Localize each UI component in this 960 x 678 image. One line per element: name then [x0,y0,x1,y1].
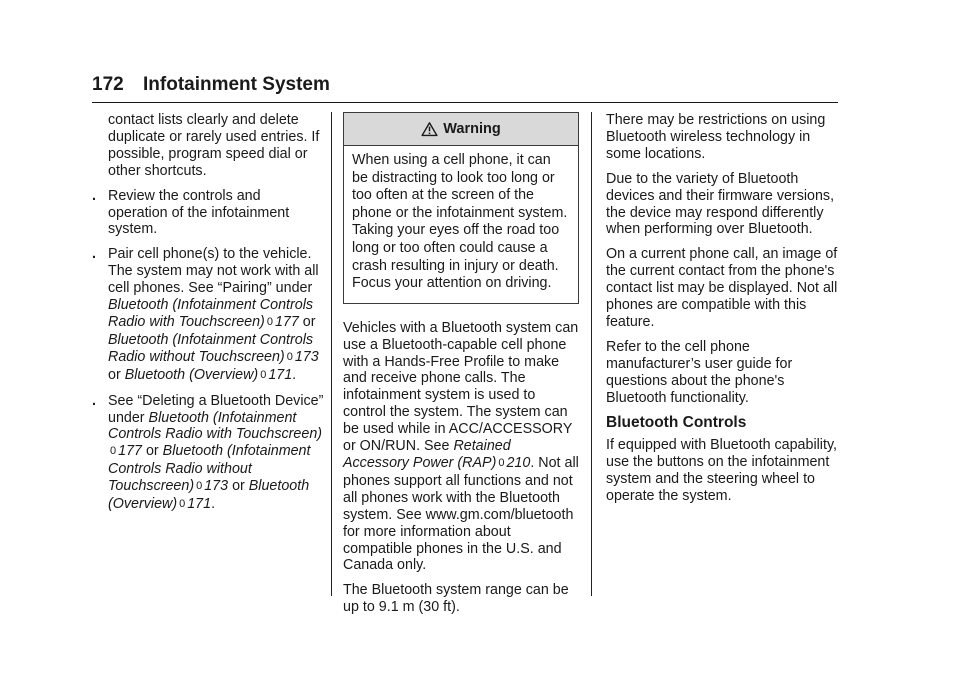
cross-reference-link[interactable]: Bluetooth (Overview) [108,478,310,513]
page-reference[interactable]: 173 [294,348,319,365]
paragraph: If equipped with Bluetooth capability, use the buttons on the infotainment system and the steering wheel to operate the system. [606,437,838,505]
column-right [606,112,842,513]
column-middle [343,112,579,624]
warning-title: Warning [443,120,501,137]
continued-paragraph: contact lists clearly and delete duplicate or rarely used entries. If possible, program speed dial or other shortcuts. [108,112,320,179]
list-item-text: or [141,443,163,460]
paragraph: The Bluetooth system range can be up to 9.1 m (30 ft). [343,582,569,616]
cross-reference-link[interactable]: Bluetooth (Overview) [124,366,259,383]
paragraph: Due to the variety of Bluetooth devices and their firmware versions, the device may respond differently when performing over Bluetooth. [606,170,835,238]
list-item [92,188,324,239]
page-reference-icon: 0 [179,498,186,511]
page-reference-icon: 0 [266,315,273,328]
list-item-text: or [108,366,125,383]
column-left [92,112,324,522]
cross-reference-link[interactable]: Bluetooth (Infotainment Controls Radio without Touchscreen) [108,443,311,495]
paragraph [343,320,579,575]
page-reference[interactable]: 177 [274,313,299,330]
warning-triangle-icon [421,121,438,137]
page-reference[interactable]: 177 [118,443,142,460]
list-item [92,393,324,514]
bullet-marker: . [92,392,96,409]
page-header [92,70,838,103]
page-reference-icon: 0 [110,445,117,458]
paragraph-text: Vehicles with a Bluetooth system can use a Bluetooth-capable cell phone with a Hands-Free Profile to make and receive phone calls. The infotainment system is used to control the system. The system can be used while in ACC/ACCESSORY or ON/RUN. See [343,319,579,455]
bullet-marker: . [92,246,96,263]
page-reference-icon: 0 [286,350,293,363]
cross-reference-link[interactable]: Bluetooth (Infotainment Controls Radio with Touchscreen) [108,297,314,330]
page-number: 172 [92,74,124,95]
cross-reference-link[interactable]: Bluetooth (Infotainment Controls Radio with Touchscreen) [108,409,323,443]
cross-reference-link[interactable]: Retained Accessory Power (RAP) [343,438,511,471]
list-item-text: or [298,313,316,330]
subsection-heading: Bluetooth Controls [606,413,747,431]
list-item-text: Review the controls and operation of the infotainment system. [108,187,290,238]
paragraph: There may be restrictions on using Bluetooth wireless technology in some locations. [606,112,826,162]
paragraph: Refer to the cell phone manufacturer’s user guide for questions about the phone's Bluetooth functionality. [606,338,793,406]
list-item-text: or [228,478,249,495]
page-reference-icon: 0 [498,457,505,469]
list-item-text: Pair cell phone(s) to the vehicle. The system may not work with all cell phones. See “Pairing” under [108,246,319,297]
warning-header [344,113,578,146]
bullet-list [92,188,324,514]
section-title: Infotainment System [143,74,330,95]
page-reference-icon: 0 [260,368,267,381]
column-divider [591,112,592,596]
list-item-text: . [292,366,297,383]
warning-body: When using a cell phone, it can be distracting to look too long or too often at the screen of the phone or the infotainment system. Taking your eyes off the road too long or too often could cause a crash resulting in injury or death. Focus your attention on driving. [352,152,568,292]
page-reference-icon: 0 [196,480,203,493]
paragraph-text: . Not all phones support all functions and not all phones work with the Bluetooth system. See www.gm.com/bluetooth for more information about compatible phones in the U.S. and Canada only. [343,455,579,574]
paragraph: On a current phone call, an image of the current contact from the phone's contact list may be displayed. Not all phones are compatible with this feature. [606,246,838,330]
page-reference[interactable]: 171 [187,496,212,513]
column-divider [331,112,332,596]
page-reference[interactable]: 171 [268,366,293,383]
page-reference[interactable]: 210 [506,455,531,471]
page-reference[interactable]: 173 [204,478,229,495]
list-item [92,246,324,384]
warning-box [343,112,579,304]
list-item-text: . [211,496,216,513]
list-item-text: See “Deleting a Bluetooth Device” under [108,392,324,426]
bullet-marker: . [92,187,96,204]
cross-reference-link[interactable]: Bluetooth (Infotainment Controls Radio without Touchscreen) [108,331,314,365]
